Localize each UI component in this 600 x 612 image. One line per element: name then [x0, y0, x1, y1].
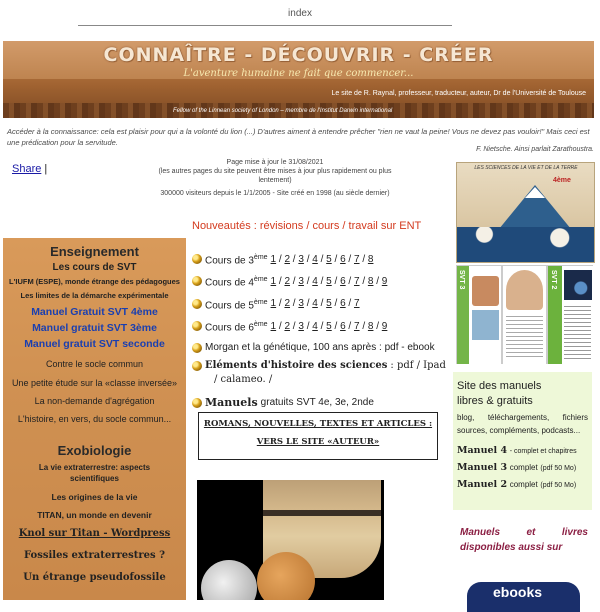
update-note: (les autres pages du site peuvent être mises à jour plus rapidement ou plus lentement): [158, 168, 392, 184]
course-parts[interactable]: [271, 272, 388, 291]
elements-row: [192, 359, 452, 373]
course-part-link[interactable]: 3: [298, 253, 304, 265]
saturn-titan-image: [197, 480, 384, 600]
bullet-ball-icon: [192, 398, 202, 408]
part-separator: /: [359, 253, 368, 265]
visitor-count: 300000 visiteurs depuis le 1/1/2005 - Site créé en 1998 (au siècle dernier): [160, 190, 390, 197]
course-parts[interactable]: [271, 317, 388, 336]
book-photo: [506, 270, 543, 310]
book-earth-photo: [564, 270, 592, 300]
poster-title: LES SCIENCES DE LA VIE ET DE LA TERRE: [474, 165, 578, 171]
part-separator: /: [303, 275, 313, 287]
course-row-6eme: [192, 315, 452, 337]
sidebar-link-classe-inversee[interactable]: Une petite étude sur la «classe inversée»: [11, 378, 178, 388]
course-part-link[interactable]: 6: [340, 253, 346, 265]
part-separator: /: [373, 275, 382, 287]
course-part-link[interactable]: 2: [284, 298, 291, 310]
sidebar-link-limites[interactable]: Les limites de la démarche expérimentale: [20, 291, 169, 300]
course-part-link[interactable]: 4: [312, 298, 318, 310]
part-separator: /: [303, 253, 313, 265]
book-photo: [472, 310, 499, 340]
site-banner: [3, 41, 594, 118]
poster-wave: [457, 227, 594, 263]
left-sidebar: [3, 238, 186, 600]
sidebar-link-origines[interactable]: Les origines de la vie: [51, 492, 138, 502]
course-part-link[interactable]: 3: [298, 275, 304, 287]
course-part-link[interactable]: 1: [270, 253, 277, 265]
elements-formats-cont[interactable]: / calameo. /: [214, 374, 273, 386]
course-part-link[interactable]: 5: [326, 253, 332, 265]
course-row-3eme: [192, 248, 452, 270]
course-row-5eme: [192, 293, 452, 315]
page-heading: index: [288, 8, 312, 19]
sidebar-link-titan[interactable]: TITAN, un monde en devenir: [37, 510, 152, 520]
course-part-link[interactable]: 1: [270, 275, 277, 287]
part-separator: /: [373, 320, 382, 332]
part-separator: /: [317, 275, 327, 287]
book-covers: [456, 265, 593, 364]
sidebar-link-histoire-socle[interactable]: L'histoire, en vers, du socle commun...: [17, 414, 172, 424]
sidebar-link-vie-extraterrestre[interactable]: La vie extraterrestre: aspects scientifiques: [38, 463, 151, 483]
manuels-title[interactable]: Manuels: [205, 396, 258, 410]
share-separator: |: [44, 163, 48, 175]
morgan-row: [192, 338, 452, 357]
sidebar-link-iufm[interactable]: L'IUFM (ESPE), monde étrange des pédagogues: [9, 277, 180, 286]
course-part-link[interactable]: 9: [381, 320, 388, 332]
book-cover-svt3[interactable]: [456, 265, 502, 364]
courses-list: [192, 248, 452, 412]
svt-poster-image[interactable]: [456, 162, 595, 263]
sidebar-link-socle[interactable]: Contre le socle commun: [45, 359, 144, 369]
course-label: Cours de 3ème: [205, 254, 268, 267]
part-separator: /: [276, 275, 285, 287]
bullet-ball-icon: [192, 276, 202, 286]
course-part-link[interactable]: 1: [270, 320, 277, 332]
manuel-2-link[interactable]: Manuel 2 complet (pdf 50 Mo): [457, 479, 577, 490]
share-link[interactable]: Share: [12, 163, 42, 175]
sidebar-link-agregation[interactable]: La non-demande d'agrégation: [34, 396, 155, 406]
bullet-ball-icon: [192, 299, 202, 309]
part-separator: /: [317, 320, 327, 332]
part-separator: /: [345, 275, 354, 287]
news-link[interactable]: Nouveautés : révisions / cours / travail sur ENT: [192, 220, 422, 232]
sidebar-link-manuel-seconde[interactable]: Manuel gratuit SVT seconde: [24, 338, 165, 350]
course-part-link[interactable]: 1: [270, 298, 277, 310]
book-cover-svt2[interactable]: [547, 265, 593, 364]
part-separator: /: [290, 253, 299, 265]
exobiologie-heading: Exobiologie: [57, 443, 132, 458]
course-part-link[interactable]: 4: [312, 275, 318, 287]
manuel-4-link[interactable]: Manuel 4 - complet et chapitres: [457, 445, 577, 456]
poster-level: 4ème: [553, 177, 571, 184]
manuels-description: blog, téléchargements, fichiers sources, compléments, podcasts...: [457, 413, 588, 435]
course-label: Cours de 6ème: [205, 320, 268, 334]
update-date: Page mise à jour le 31/08/2021: [226, 159, 324, 166]
bullet-ball-icon: [192, 343, 202, 353]
course-part-link[interactable]: 6: [340, 298, 346, 310]
part-separator: /: [276, 298, 285, 310]
quote-author: F. Nietsche. Ainsi parlait Zarathoustra.: [476, 146, 594, 153]
sidebar-link-manuel-3eme[interactable]: Manuel gratuit SVT 3ème: [32, 322, 157, 334]
bullet-ball-icon: [192, 361, 202, 371]
ebooks-label: ebooks: [493, 584, 543, 600]
course-part-link[interactable]: 3: [298, 298, 304, 310]
book-label: SVT 3: [458, 270, 465, 290]
course-part-link[interactable]: 6: [340, 320, 346, 332]
manuel-3-link[interactable]: Manuel 3 complet (pdf 50 Mo): [457, 462, 577, 473]
book-label: SVT 2: [550, 270, 557, 290]
romans-line2[interactable]: VERS LE SITE «AUTEUR»: [256, 437, 380, 447]
part-separator: /: [359, 275, 368, 287]
part-separator: /: [345, 253, 354, 265]
course-part-link[interactable]: 4: [312, 253, 318, 265]
part-separator: /: [290, 275, 299, 287]
part-separator: /: [276, 320, 285, 332]
course-row-4eme: [192, 270, 452, 292]
part-separator: /: [359, 320, 368, 332]
part-separator: /: [317, 298, 327, 310]
part-separator: /: [331, 298, 341, 310]
elements-title[interactable]: Eléments d'histoire des sciences: [205, 360, 388, 372]
course-part-link[interactable]: 8: [367, 320, 374, 332]
banner-fellow: Fellow of the Linnean society of London – membre de l'Institut Darwin international: [173, 108, 393, 114]
elements-formats[interactable]: : pdf / Ipad: [390, 360, 446, 372]
course-part-link[interactable]: 7: [353, 298, 360, 310]
course-label: Cours de 5ème: [205, 298, 268, 311]
part-separator: /: [345, 320, 354, 332]
banner-credit: Le site de R. Raynal, professeur, traducteur, auteur, Dr de l'Université de Toulouse: [331, 90, 586, 97]
course-part-link[interactable]: 2: [284, 253, 291, 265]
course-part-link[interactable]: 4: [312, 320, 318, 332]
quote-text: Accéder à la connaissance: cela est plaisir pour qui a la volonté du lion (...) D'autres aiment à entendre prêcher "rien ne vaut la peine! Vous ne devez pas vouloir!" Mais ceci est une prédication pour la servitude.: [7, 127, 590, 147]
morgan-link[interactable]: Morgan et la génétique, 100 ans après : pdf - ebook: [205, 342, 435, 354]
part-separator: /: [317, 253, 327, 265]
banner-title: CONNAÎTRE - DÉCOUVRIR - CRÉER: [103, 44, 494, 66]
part-separator: /: [303, 298, 313, 310]
course-part-link[interactable]: 5: [326, 275, 332, 287]
books-available-text: Manuels et livres disponibles aussi sur: [460, 527, 588, 553]
book-text-lines: [506, 316, 543, 360]
part-separator: /: [345, 298, 354, 310]
sidebar-link-pseudofossile[interactable]: Un étrange pseudofossile: [23, 572, 166, 583]
manuels-row: [192, 393, 452, 412]
bullet-ball-icon: [192, 321, 202, 331]
poster-mountain-cap: [525, 187, 545, 198]
enseignement-heading: Enseignement: [50, 244, 139, 259]
part-separator: /: [331, 253, 341, 265]
part-separator: /: [331, 275, 341, 287]
course-part-link[interactable]: 2: [284, 275, 291, 287]
course-part-link[interactable]: 7: [353, 275, 360, 287]
bullet-ball-icon: [192, 254, 202, 264]
book-photo: [472, 276, 499, 306]
sidebar-link-cours-svt[interactable]: Les cours de SVT: [52, 262, 137, 273]
book-cover-middle[interactable]: [502, 265, 547, 364]
course-part-link[interactable]: 7: [353, 253, 360, 265]
banner-tagline: L'aventure humaine ne fait que commencer...: [183, 68, 414, 79]
course-part-link[interactable]: 2: [284, 320, 291, 332]
romans-line1[interactable]: ROMANS, NOUVELLES, TEXTES ET ARTICLES :: [203, 419, 433, 429]
course-label: Cours de 4ème: [205, 276, 268, 289]
course-part-link[interactable]: 6: [340, 275, 346, 287]
course-part-link[interactable]: 8: [367, 275, 374, 287]
part-separator: /: [331, 320, 341, 332]
grey-moon: [201, 560, 257, 600]
part-separator: /: [276, 253, 285, 265]
course-parts[interactable]: [271, 294, 360, 313]
ebooks-logo[interactable]: [467, 582, 580, 612]
manuels-desc: gratuits SVT 4e, 3e, 2nde: [260, 397, 374, 409]
book-text-lines: [564, 306, 591, 360]
part-separator: /: [290, 298, 299, 310]
heading-rule: [78, 25, 452, 26]
update-info: [150, 158, 400, 185]
romans-box[interactable]: [198, 412, 438, 460]
course-parts[interactable]: [271, 250, 374, 269]
course-part-link[interactable]: 5: [326, 298, 332, 310]
course-part-link[interactable]: 8: [367, 253, 374, 265]
sidebar-link-manuel-4eme[interactable]: Manuel Gratuit SVT 4ème: [31, 306, 158, 318]
share-area: [12, 163, 47, 175]
manuels-heading[interactable]: Site des manuels libres & gratuits: [457, 380, 542, 407]
saturn-ring: [263, 510, 381, 516]
course-part-link[interactable]: 5: [326, 320, 332, 332]
manuels-panel: [453, 372, 592, 510]
sidebar-link-knol-titan[interactable]: Knol sur Titan - Wordpress: [18, 528, 171, 539]
part-separator: /: [290, 320, 299, 332]
course-part-link[interactable]: 7: [353, 320, 360, 332]
sidebar-link-fossiles[interactable]: Fossiles extraterrestres ?: [24, 550, 165, 561]
part-separator: /: [303, 320, 313, 332]
course-part-link[interactable]: 9: [381, 275, 388, 287]
course-part-link[interactable]: 3: [298, 320, 304, 332]
